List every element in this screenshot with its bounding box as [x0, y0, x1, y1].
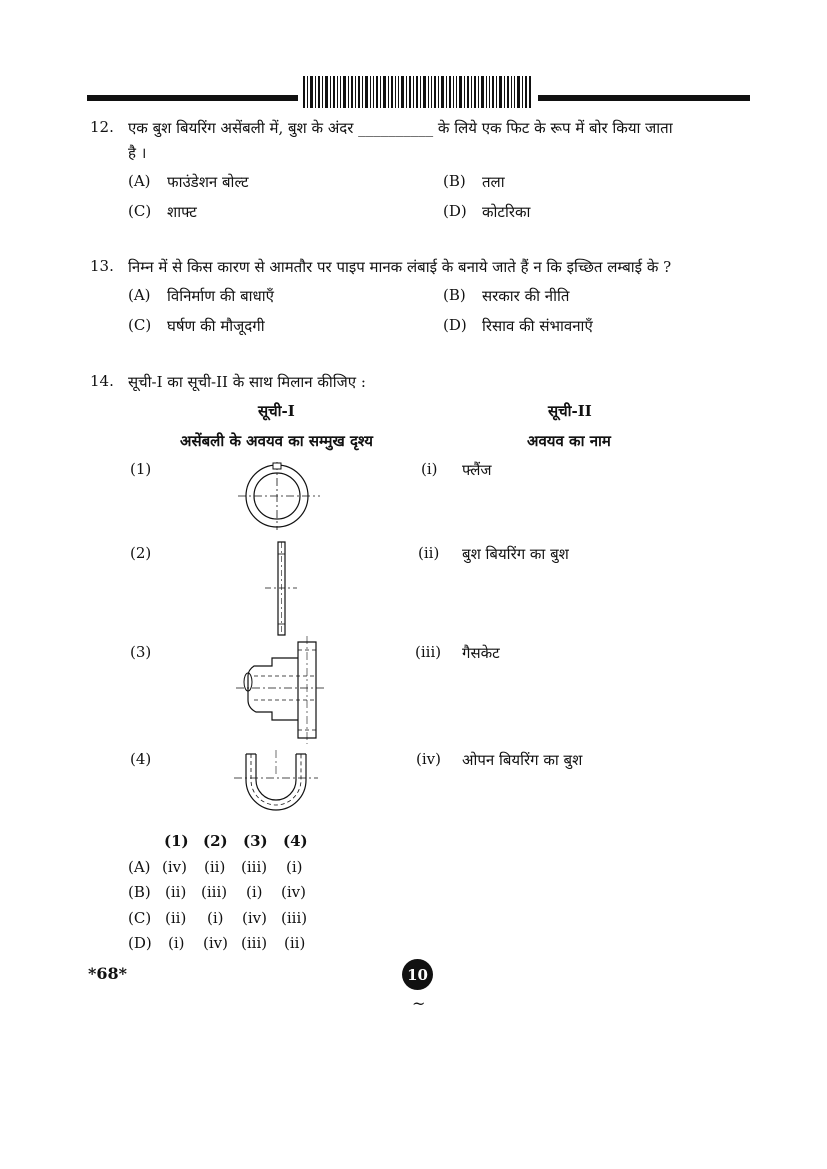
answer-row-b-2: (iii)	[201, 883, 228, 901]
footer-tilde: ~	[412, 994, 426, 1013]
answer-row-d-3: (iii)	[241, 934, 268, 952]
question-13-option-d-text: रिसाव की संभावनाएँ	[482, 317, 593, 335]
question-12-text-continued: है ।	[128, 144, 147, 162]
header-rule-left	[87, 95, 298, 101]
answer-row-a-4: (i)	[286, 858, 303, 876]
list-2-subtitle: अवयव का नाम	[527, 432, 611, 450]
answer-row-b-1: (ii)	[165, 883, 187, 901]
figure-1-gasket-drawing	[238, 462, 320, 530]
answer-row-c-3: (iv)	[242, 909, 267, 927]
list-2-item-i-text: फ्लैंज	[462, 461, 492, 479]
answer-row-c-4: (iii)	[281, 909, 308, 927]
answer-row-d-1: (i)	[168, 934, 185, 952]
answer-row-d-label: (D)	[128, 934, 152, 952]
question-13-option-a-text: विनिर्माण की बाधाएँ	[167, 287, 274, 305]
question-12-option-c-label: (C)	[128, 202, 152, 220]
footer-code: *68*	[88, 964, 127, 983]
answer-row-c-label: (C)	[128, 909, 152, 927]
question-13-option-b-label: (B)	[443, 286, 466, 304]
answer-header-1: (1)	[164, 832, 189, 850]
answer-header-2: (2)	[203, 832, 228, 850]
answer-row-a-2: (ii)	[204, 858, 226, 876]
list-1-item-1-label: (1)	[130, 460, 152, 478]
question-12-option-a-text: फाउंडेशन बोल्ट	[167, 173, 249, 191]
question-12-option-a-label: (A)	[128, 172, 151, 190]
question-13-number: 13.	[90, 257, 114, 275]
answer-row-b-4: (iv)	[281, 883, 306, 901]
list-2-item-iii-text: गैसकेट	[462, 644, 500, 662]
question-13-text: निम्न में से किस कारण से आमतौर पर पाइप मानक लंबाई के बनाये जाते हैं न कि इच्छित लम्बाई के ?	[128, 258, 672, 276]
list-2-item-iv-label: (iv)	[416, 750, 441, 768]
list-2-item-i-label: (i)	[421, 460, 438, 478]
question-12-option-b-label: (B)	[443, 172, 466, 190]
answer-row-b-3: (i)	[246, 883, 263, 901]
answer-header-3: (3)	[243, 832, 268, 850]
question-13-option-a-label: (A)	[128, 286, 151, 304]
question-12-option-d-text: कोटरिका	[482, 203, 531, 221]
question-12-option-d-label: (D)	[443, 202, 467, 220]
question-13-option-c-label: (C)	[128, 316, 152, 334]
answer-row-d-4: (ii)	[284, 934, 306, 952]
list-1-item-3-label: (3)	[130, 643, 152, 661]
question-12-option-b-text: तला	[482, 173, 505, 191]
header-rule-right	[538, 95, 750, 101]
question-12-text: एक बुश बियरिंग असेंबली में, बुश के अंदर __________ के लिये एक फिट के रूप में बोर किया जाता	[128, 119, 673, 137]
list-2-item-iv-text: ओपन बियरिंग का बुश	[462, 751, 583, 769]
answer-row-a-3: (iii)	[241, 858, 268, 876]
page-number: 10	[402, 959, 433, 990]
answer-row-c-1: (ii)	[165, 909, 187, 927]
answer-row-b-label: (B)	[128, 883, 151, 901]
list-1-subtitle: असेंबली के अवयव का सम्मुख दृश्य	[180, 432, 374, 450]
question-14-text: सूची-I का सूची-II के साथ मिलान कीजिए :	[128, 373, 366, 391]
figure-2-bush-drawing	[265, 540, 297, 638]
figure-4-open-bush-drawing	[234, 750, 318, 822]
list-2-item-iii-label: (iii)	[415, 643, 442, 661]
question-12-number: 12.	[90, 118, 114, 136]
question-13-option-c-text: घर्षण की मौजूदगी	[167, 317, 265, 335]
figure-3-flange-drawing	[232, 636, 327, 744]
answer-row-c-2: (i)	[207, 909, 224, 927]
answer-header-4: (4)	[283, 832, 308, 850]
question-14-number: 14.	[90, 372, 114, 390]
list-2-item-ii-text: बुश बियरिंग का बुश	[462, 545, 569, 563]
answer-row-d-2: (iv)	[203, 934, 228, 952]
list-2-item-ii-label: (ii)	[418, 544, 440, 562]
question-12-option-c-text: शाफ्ट	[167, 203, 197, 221]
answer-row-a-1: (iv)	[162, 858, 187, 876]
list-1-title: सूची-I	[258, 402, 295, 420]
question-13-option-b-text: सरकार की नीति	[482, 287, 570, 305]
question-13-option-d-label: (D)	[443, 316, 467, 334]
list-2-title: सूची-II	[548, 402, 592, 420]
list-1-item-2-label: (2)	[130, 544, 152, 562]
barcode-icon	[303, 76, 531, 108]
answer-row-a-label: (A)	[128, 858, 151, 876]
list-1-item-4-label: (4)	[130, 750, 152, 768]
